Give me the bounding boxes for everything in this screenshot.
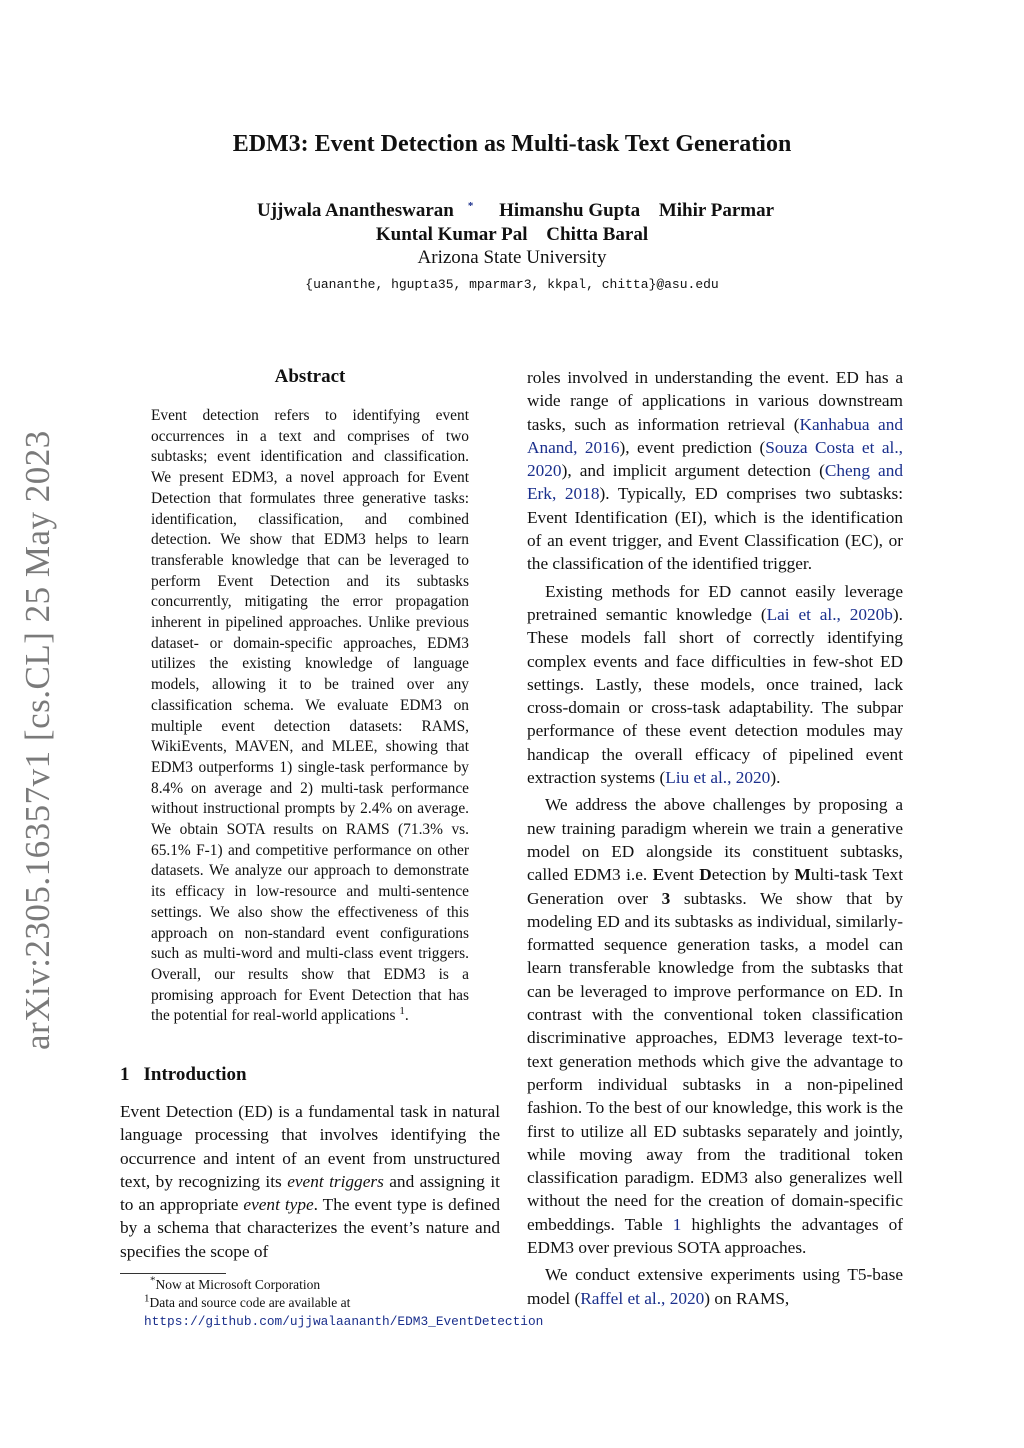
citation-link[interactable]: Kanhabua and Anand, 2016 [527,414,903,457]
right-column-body [527,366,903,1310]
paragraph: We address the above challenges by proposing a new training paradigm wherein we train a generative model on ED alongside its constituent subtasks, called EDM3 i.e. Event Detection by Multi-task Text Generation over 3 subtasks. We show that by modeling ED and its subtasks as individual, similarly-formatted sequence generation tasks, a model can learn transferable knowledge from the subtasks that can be leveraged to improve performance on ED. In contrast with the conventional token classification discriminative approaches, EDM3 leverage text-to-text generation methods which give the advantage to perform individual subtasks in a non-pipelined fashion. To the best of our knowledge, this work is the first to utilize all ED subtasks separately and jointly, while moving away from the traditional token classification paradigm. EDM3 also generalizes well without the need for the creation of domain-specific embeddings. Table 1 highlights the advantages of EDM3 over previous SOTA approaches. [527,795,904,1257]
author-emails: {uananthe, hgupta35, mparmar3, kkpal, chitta}@asu.edu [305,277,719,292]
footnote-divider [120,1273,226,1274]
citation-link[interactable]: Raffel et al., 2020 [580,1288,705,1308]
author-name: Himanshu Gupta [499,200,641,221]
abstract-heading: Abstract [274,366,346,387]
paragraph: We conduct extensive experiments using T5-base model (Raffel et al., 2020) on RAMS, [527,1265,903,1308]
paragraph: Existing methods for ED cannot easily leverage pretrained semantic knowledge (Lai et al., 2020b). These models fall short of correctly identifying complex events and face difficulties in few-shot ED settings. Lastly, these models, once trained, lack cross-domain or cross-task adaptability. The subpar performance of these event detection modules may handicap the overall efficacy of pipelined event extraction systems (Liu et al., 2020). [527,581,903,788]
footnotes [120,1274,544,1331]
introduction-paragraph: Event Detection (ED) is a fundamental task in natural language processing that involves identifying the occurrence and intent of an event from unstructured text, by recognizing its event triggers and assigning it to an appropriate event type. The event type is defined by a schema that characterizes the event’s nature and specifies the scope of [120,1102,501,1261]
citation-link[interactable]: Souza Costa et al., 2020 [527,437,903,481]
code-link[interactable]: https://github.com/ujjwalaananth/EDM3_EventDetection [144,1314,544,1329]
author-name: Kuntal Kumar Pal [375,224,528,245]
section-heading-introduction: 1 Introduction [120,1064,247,1085]
affiliation: Arizona State University [417,247,607,268]
author-line-1 [0,200,1024,222]
paragraph: roles involved in understanding the event. ED has a wide range of applications in various downstream tasks, such as information retrieval (Kanhabua and Anand, 2016), event prediction (Souza Costa et al., 2020), and implicit argument detection (Cheng and Erk, 2018). Typically, ED comprises two subtasks: Event Identification (EI), which is the identification of an event trigger, and Event Classification (EC), or the classification of the identified trigger. [527,368,904,574]
arxiv-identifier: arXiv:2305.16357v1 [cs.CL] 25 May 2023 [18,430,57,1050]
citation-link[interactable]: Lai et al., 2020b [766,604,893,624]
citation-link[interactable]: Liu et al., 2020 [665,768,771,788]
footnote-2: $^1$Data and source code are available at https://github.com/ujjwalaananth/EDM3_EventDetection [144,1292,544,1329]
footnote-1: *Now at Microsoft Corporation [150,1274,321,1292]
table-reference-link[interactable]: 1 [672,1214,682,1234]
author-name: Chitta Baral [546,224,649,245]
author-name: Ujjwala Anantheswaran * [256,199,474,221]
citation-link[interactable]: Cheng and Erk, 2018 [527,461,904,504]
author-name: Mihir Parmar [658,200,775,221]
footnote-mark[interactable]: 1 [399,1005,405,1018]
abstract-body: Event detection refers to identifying event occurrences in a text and comprises of two subtasks; event identification and classification. We present EDM3, a novel approach for Event Detection that formulates three generative tasks: identification, classification, and combined detection. We show that EDM3 helps to learn transferable knowledge that can be leveraged to perform Event Detection and its subtasks concurrently, mitigating the error propagation inherent in pipelined approaches. Unlike previous dataset- or domain-specific approaches, EDM3 utilizes the existing knowledge of language models, allowing it to be trained over any classification schema. We evaluate EDM3 on multiple event detection datasets: RAMS, WikiEvents, MAVEN, and MLEE, showing that EDM3 outperforms 1) single-task performance by 8.4% on average and 2) multi-task performance without instructional prompts by 2.4% on average. We obtain SOTA results on RAMS (71.3% vs. 65.1% F-1) and competitive performance on other datasets. We analyze our approach to demonstrate its efficacy in low-resource and multi-sentence settings. We also show the effectiveness of this approach on non-standard event configurations such as multi-word and multi-class event triggers. Overall, our results show that EDM3 is a promising approach for Event Detection that has the potential for real-world applications $^1$. [151,407,469,1025]
author-footnote-mark[interactable]: * [467,199,474,212]
author-line-2 [0,224,1024,246]
paper-title: EDM3: Event Detection as Multi-task Text Generation [232,131,792,157]
